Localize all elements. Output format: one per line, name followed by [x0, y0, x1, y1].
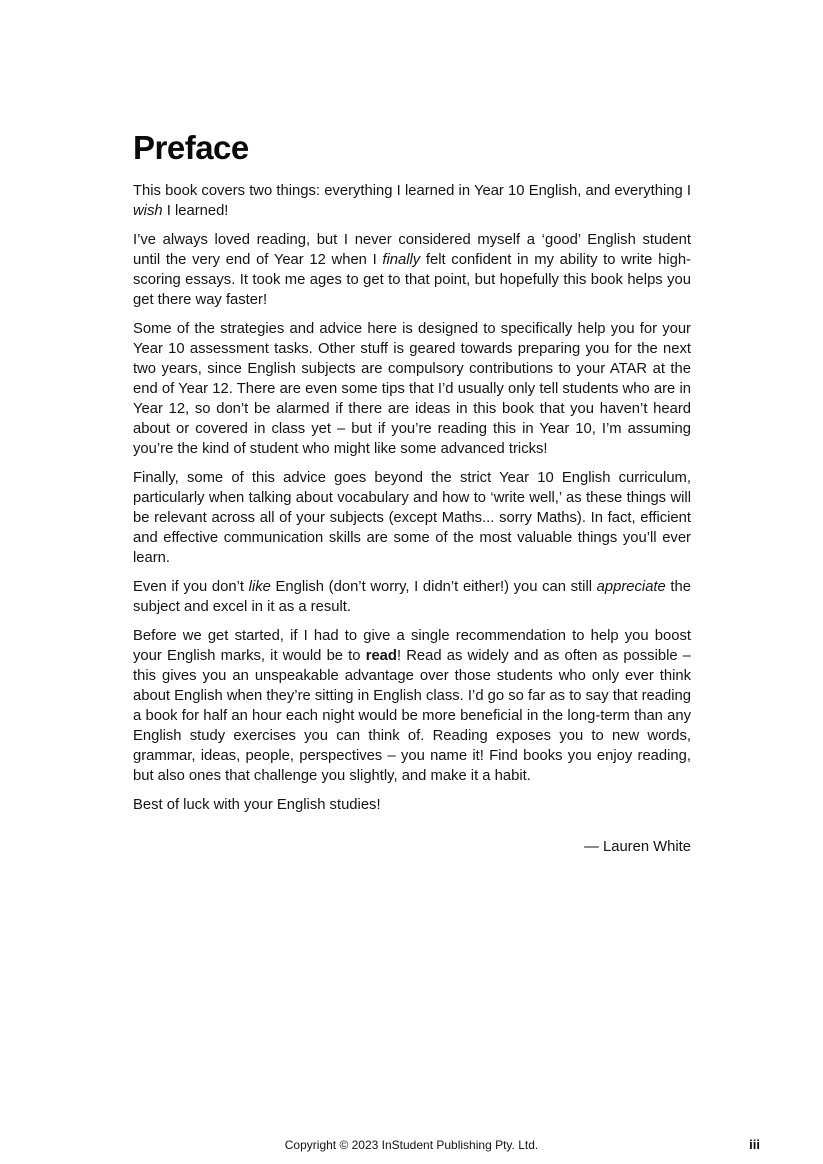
italic-text: appreciate: [596, 578, 666, 595]
page-content: [133, 131, 691, 857]
page-number: iii: [749, 1137, 760, 1152]
paragraph: [133, 319, 691, 459]
body-text: the subject and excel in it as a result.: [133, 578, 691, 615]
paragraph: [133, 181, 691, 221]
paragraph: [133, 230, 691, 310]
italic-text: wish: [133, 202, 163, 219]
bold-text: read: [365, 647, 397, 664]
paragraph: [133, 795, 691, 815]
body-text: Some of the strategies and advice here is designed to specifically help you for your Year 10 assessment tasks. Other stuff is geared towards preparing you for the next two years, since English subjects are compulsory contributions to your ATAR at the end of Year 12. There are even some tips that I’d usually only tell students who are in Year 12, so don’t be alarmed if there are ideas in this book that you haven’t heard about or covered in class yet – but if you’re reading this in Year 10, I’m assuming you’re the kind of student who might like some advanced tricks!: [133, 320, 691, 457]
body-text: Best of luck with your English studies!: [133, 796, 381, 813]
footer-copyright: Copyright © 2023 InStudent Publishing Pty. Ltd.: [284, 1138, 539, 1152]
page-title: Preface: [133, 129, 249, 166]
italic-text: like: [248, 578, 271, 595]
body-text: I’ve always loved reading, but I never considered myself a ‘good’ English student until the very end of Year 12 when I: [133, 231, 691, 268]
body-text: English (don’t worry, I didn’t either!) you can still: [270, 578, 597, 595]
body-text: I learned!: [162, 202, 229, 219]
body-text: ! Read as widely and as often as possible – this gives you an unspeakable advantage over those students who only ever think about English when they’re sitting in English class. I’d go so far as to say that reading a book for half an hour each night would be more beneficial in the long-term than any English study exercises you can think of. Reading exposes you to new words, grammar, ideas, people, perspectives – you name it! Find books you enjoy reading, but also ones that challenge you slightly, and make it a habit.: [133, 647, 691, 784]
body-text: Finally, some of this advice goes beyond the strict Year 10 English curriculum, particularly when talking about vocabulary and how to ‘write well,’ as these things will be relevant across all of your subjects (except Maths... sorry Maths). In fact, efficient and effective communication skills are some of the most valuable things you’ll ever learn.: [133, 469, 691, 566]
paragraph: [133, 577, 691, 617]
italic-text: finally: [382, 251, 421, 268]
body-text: Before we get started, if I had to give a single recommendation to help you boost your English marks, it would be to: [133, 627, 691, 664]
preface-text: [133, 181, 691, 815]
paragraph: [133, 468, 691, 568]
body-text: Even if you don’t: [133, 578, 249, 595]
author-signature: — Lauren White: [584, 838, 691, 855]
body-text: felt confident in my ability to write high-scoring essays. It took me ages to get to that point, but hopefully this book helps you get there way faster!: [133, 251, 691, 308]
paragraph: [133, 626, 691, 786]
body-text: This book covers two things: everything I learned in Year 10 English, and everything I: [133, 182, 691, 199]
